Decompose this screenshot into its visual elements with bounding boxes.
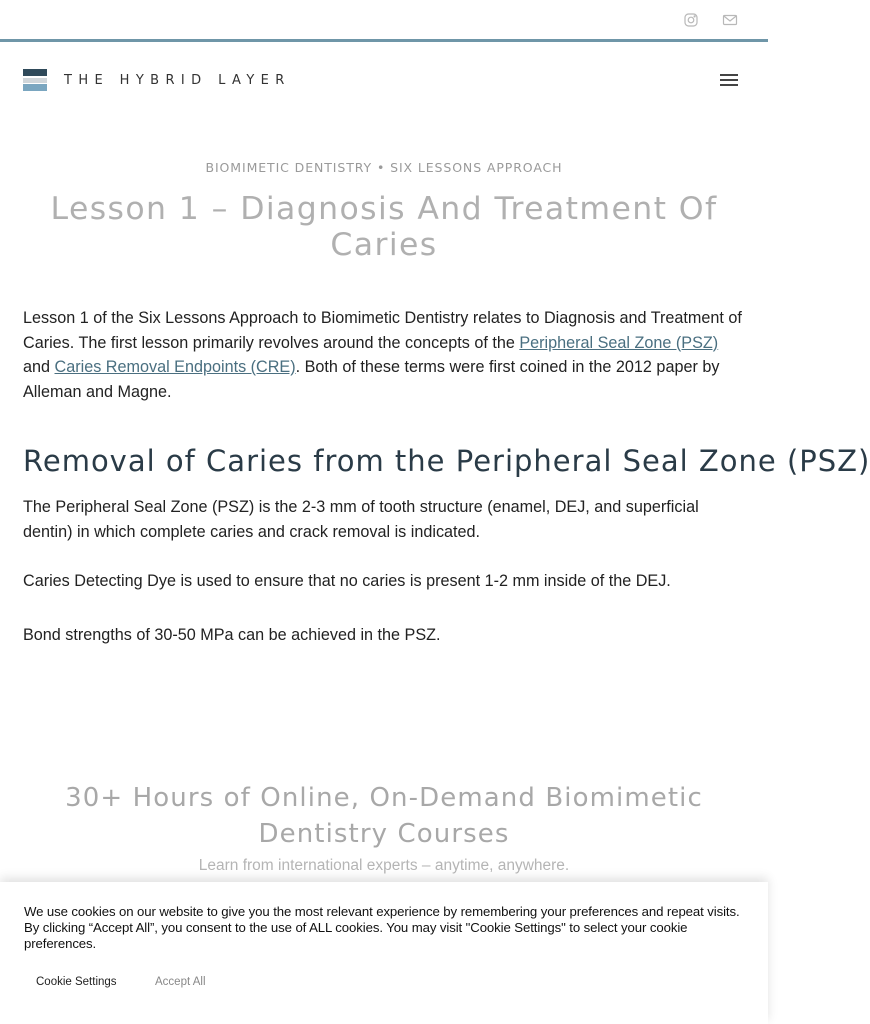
breadcrumb-categories: [0, 160, 768, 175]
page-title: Lesson 1 – Diagnosis And Treatment Of Caries: [50, 191, 718, 263]
logo: [23, 69, 47, 91]
intro-text-3: . Both of these terms were first coined in the 2012 paper by Alleman and Magne.: [23, 358, 720, 401]
dye-paragraph: Caries Detecting Dye is used to ensure that no caries is present 1-2 mm inside of the DEJ.: [23, 572, 671, 590]
mail-icon[interactable]: [721, 11, 739, 29]
instagram-icon[interactable]: [682, 11, 700, 29]
psz-link[interactable]: Peripheral Seal Zone (PSZ): [519, 333, 719, 352]
cre-link[interactable]: Caries Removal Endpoints (CRE): [54, 358, 296, 376]
cookie-message: We use cookies on our website to give you the most relevant experience by remembering your preferences and repeat visits. By clicking “Accept All”, you consent to the use of ALL cookies. You may visit "Cookie Settings" to select your cookie preferences.: [24, 904, 740, 951]
category-link-biomimetic[interactable]: BIOMIMETIC DENTISTRY: [205, 160, 373, 175]
cookie-banner: [0, 882, 768, 1024]
promo-title: 30+ Hours of Online, On-Demand Biomimetic Dentistry Courses: [65, 783, 703, 849]
promo-subtitle: Learn from international experts – anytime, anywhere.: [198, 857, 570, 874]
category-separator: •: [376, 160, 386, 175]
site-name: THE HYBRID LAYER: [64, 72, 291, 88]
category-link-six-lessons[interactable]: SIX LESSONS APPROACH: [390, 160, 563, 175]
cookie-settings-button[interactable]: Cookie Settings: [36, 976, 117, 988]
accept-all-button[interactable]: Accept All: [155, 976, 206, 988]
intro-text-2: and: [23, 358, 55, 376]
intro-text-1: Lesson 1 of the Six Lessons Approach to Biomimetic Dentistry relates to Diagnosis and Treatment of Caries. The first lesson primarily revolves around the concepts of the: [23, 309, 742, 352]
hamburger-menu-icon[interactable]: [720, 72, 738, 88]
site-brand[interactable]: [23, 68, 291, 92]
top-bar: [0, 0, 768, 42]
bond-strength-paragraph: Bond strengths of 30-50 MPa can be achieved in the PSZ.: [23, 626, 441, 644]
psz-definition-paragraph: The Peripheral Seal Zone (PSZ) is the 2-3 mm of tooth structure (enamel, DEJ, and superficial dentin) in which complete caries and crack removal is indicated.: [23, 498, 699, 541]
section-heading: Removal of Caries from the Peripheral Seal Zone (PSZ): [23, 444, 870, 478]
intro-paragraph: [23, 306, 745, 404]
